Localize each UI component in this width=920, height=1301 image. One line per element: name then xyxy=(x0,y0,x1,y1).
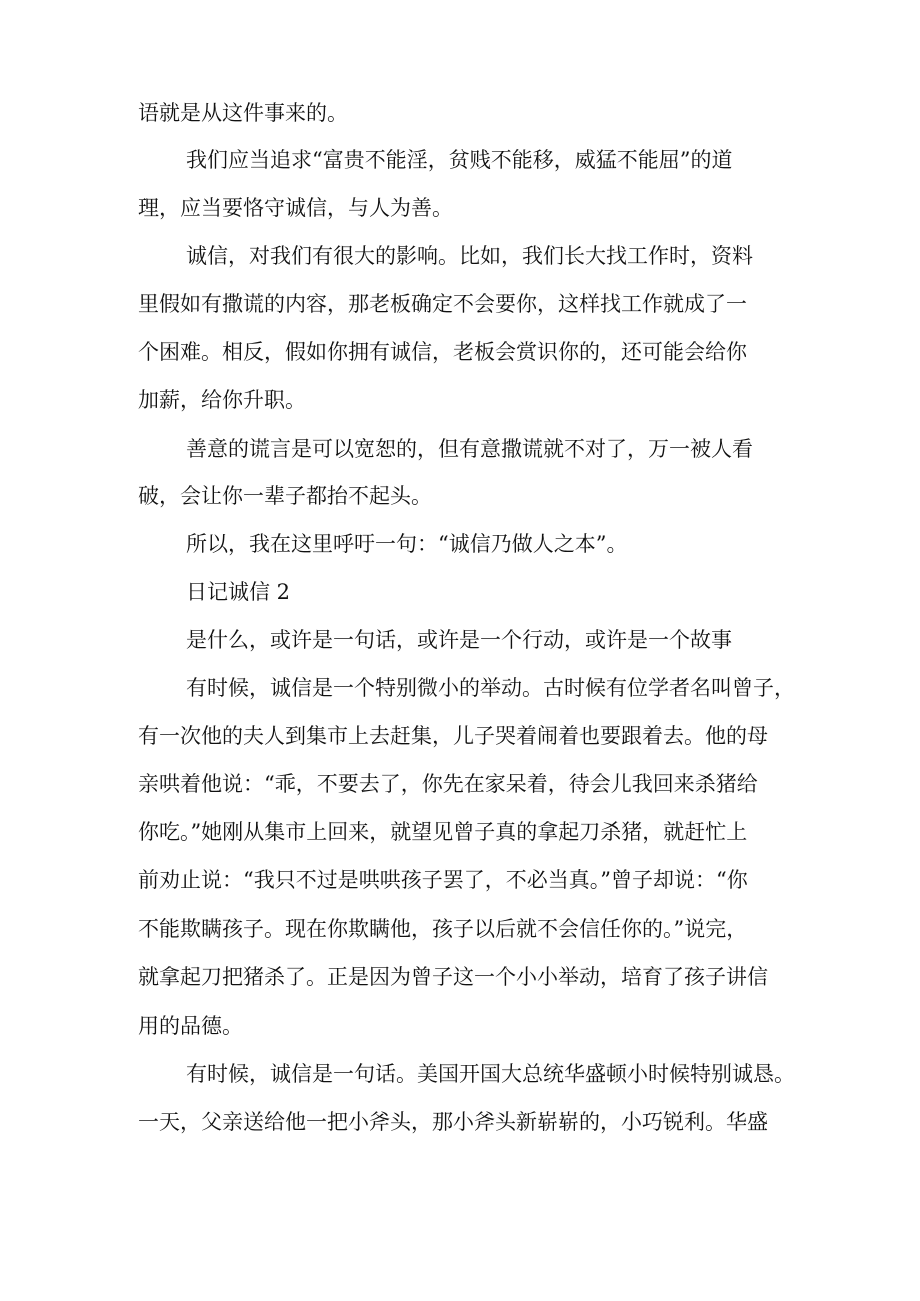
text-line: 有一次他的夫人到集市上去赶集，儿子哭着闹着也要跟着去。他的母 xyxy=(138,724,768,748)
text-line: 里假如有撒谎的内容，那老板确定不会要你，这样找工作就成了一 xyxy=(138,292,747,316)
text-line: 你吃。”她刚从集市上回来，就望见曾子真的拿起刀杀猪，就赶忙上 xyxy=(138,820,748,844)
text-line: 善意的谎言是可以宽恕的，但有意撒谎就不对了，万一被人看 xyxy=(186,437,753,461)
text-line: 所以，我在这里呼吁一句：“诚信乃做人之本”。 xyxy=(186,532,628,556)
text-line: 理，应当要恪守诚信，与人为善。 xyxy=(138,196,453,220)
text-line: 亲哄着他说：“乖，不要去了，你先在家呆着，待会儿我回来杀猪给 xyxy=(138,772,758,796)
section-heading: 日记诚信 2 xyxy=(186,580,291,604)
text-line: 用的品德。 xyxy=(138,1014,243,1038)
text-line: 诚信，对我们有很大的影响。比如，我们长大找工作时，资料 xyxy=(186,244,753,268)
text-line: 不能欺瞒孩子。现在你欺瞒他，孩子以后就不会信任你的。”说完， xyxy=(138,917,748,941)
text-line: 就拿起刀把猪杀了。正是因为曾子这一个小小举动，培育了孩子讲信 xyxy=(138,965,768,989)
text-line: 是什么，或许是一句话，或许是一个行动，或许是一个故事 xyxy=(186,628,732,652)
text-line: 我们应当追求“富贵不能淫，贫贱不能移，威猛不能屈”的道 xyxy=(186,148,733,172)
text-line: 前劝止说：“我只不过是哄哄孩子罢了，不必当真。”曾子却说：“你 xyxy=(138,868,748,892)
text-line: 一天，父亲送给他一把小斧头，那小斧头新崭崭的，小巧锐利。华盛 xyxy=(138,1110,768,1134)
text-line: 有时候，诚信是一句话。美国开国大总统华盛顿小时候特别诚恳。 xyxy=(186,1062,795,1086)
text-line: 语就是从这件事来的。 xyxy=(138,101,348,125)
text-line: 个困难。相反，假如你拥有诚信，老板会赏识你的，还可能会给你 xyxy=(138,340,747,364)
text-line: 破，会让你一辈子都抬不起头。 xyxy=(138,484,432,508)
text-line: 有时候，诚信是一个特别微小的举动。古时候有位学者名叫曾子， xyxy=(186,676,795,700)
text-line: 加薪，给你升职。 xyxy=(138,388,306,412)
